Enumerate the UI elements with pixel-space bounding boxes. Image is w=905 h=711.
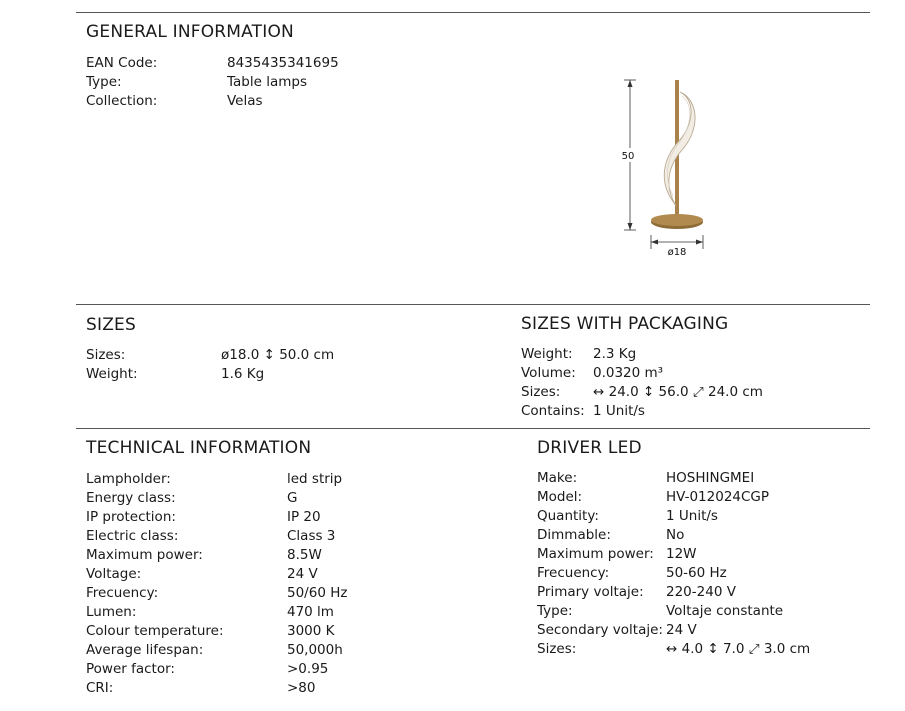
technical-row-label: Frecuency: <box>86 585 159 601</box>
ean-label: EAN Code: <box>86 55 158 71</box>
technical-row <box>86 508 347 527</box>
weight-value: 1.6 Kg <box>221 366 265 382</box>
packaging-weight-value: 2.3 Kg <box>593 346 637 362</box>
driver-row-label: Make: <box>537 470 578 486</box>
driver-row <box>537 621 810 640</box>
technical-row-value: >0.95 <box>287 661 329 677</box>
technical-row <box>86 641 347 660</box>
technical-row-label: CRI: <box>86 680 114 696</box>
technical-row <box>86 603 347 622</box>
technical-row-value: IP 20 <box>287 509 321 525</box>
info-row-ean <box>86 54 339 73</box>
general-information-list <box>86 54 339 111</box>
driver-row-value: 220-240 V <box>666 584 736 600</box>
technical-row-value: Class 3 <box>287 528 336 544</box>
technical-row-label: Voltage: <box>86 566 142 582</box>
driver-row <box>537 640 810 659</box>
packaging-contains-value: 1 Unit/s <box>593 403 645 419</box>
divider-technical <box>76 428 870 429</box>
technical-row <box>86 679 347 698</box>
technical-row <box>86 546 347 565</box>
driver-row-label: Primary voltaje: <box>537 584 644 600</box>
ean-value: 8435435341695 <box>227 55 339 71</box>
sizes-title: SIZES <box>86 315 136 335</box>
collection-label: Collection: <box>86 93 158 109</box>
type-label: Type: <box>86 74 122 90</box>
driver-row <box>537 564 810 583</box>
divider-sizes <box>76 304 870 305</box>
packaging-contains-row <box>521 402 763 421</box>
technical-information-list <box>86 470 347 698</box>
lamp-dimension-drawing <box>610 70 720 260</box>
driver-row <box>537 507 810 526</box>
technical-row <box>86 584 347 603</box>
packaging-sizes-label: Sizes: <box>521 384 561 400</box>
technical-row-label: Lampholder: <box>86 471 171 487</box>
technical-row-label: Colour temperature: <box>86 623 224 639</box>
info-row-collection <box>86 92 339 111</box>
weight-row <box>86 365 334 384</box>
divider-top <box>76 12 870 13</box>
info-row-type <box>86 73 339 92</box>
driver-row-value: 12W <box>666 546 697 562</box>
driver-row-value: HOSHINGMEI <box>666 470 755 486</box>
packaging-volume-label: Volume: <box>521 365 576 381</box>
technical-row <box>86 565 347 584</box>
driver-led-list <box>537 469 810 659</box>
technical-row-value: 50,000h <box>287 642 343 658</box>
packaging-volume-value: 0.0320 m³ <box>593 365 664 381</box>
packaging-weight-row <box>521 345 763 364</box>
technical-row-value: 470 lm <box>287 604 334 620</box>
type-value: Table lamps <box>227 74 307 90</box>
packaging-weight-label: Weight: <box>521 346 573 362</box>
driver-row-label: Secondary voltaje: <box>537 622 663 638</box>
technical-row-value: 8.5W <box>287 547 322 563</box>
driver-row <box>537 583 810 602</box>
packaging-title: SIZES WITH PACKAGING <box>521 314 729 334</box>
packaging-contains-label: Contains: <box>521 403 585 419</box>
driver-row-value: ↔ 4.0 ↕ 7.0 ⤢ 3.0 cm <box>666 641 811 657</box>
packaging-list <box>521 345 763 421</box>
technical-row-value: 3000 K <box>287 623 335 639</box>
packaging-sizes-row <box>521 383 763 402</box>
driver-row-value: Voltaje constante <box>666 603 784 619</box>
technical-row-label: Power factor: <box>86 661 175 677</box>
weight-label: Weight: <box>86 366 138 382</box>
packaging-sizes-value: ↔ 24.0 ↕ 56.0 ⤢ 24.0 cm <box>593 384 763 400</box>
technical-information-title: TECHNICAL INFORMATION <box>86 438 312 458</box>
sizes-row <box>86 346 334 365</box>
driver-row-label: Type: <box>537 603 573 619</box>
driver-row-label: Frecuency: <box>537 565 610 581</box>
driver-row-label: Quantity: <box>537 508 599 524</box>
driver-row <box>537 526 810 545</box>
general-information-title: GENERAL INFORMATION <box>86 22 294 42</box>
technical-row <box>86 622 347 641</box>
technical-row <box>86 527 347 546</box>
technical-row <box>86 660 347 679</box>
driver-row-label: Model: <box>537 489 583 505</box>
sizes-label: Sizes: <box>86 347 126 363</box>
driver-row <box>537 545 810 564</box>
technical-row-label: Energy class: <box>86 490 176 506</box>
driver-row <box>537 602 810 621</box>
technical-row-value: 24 V <box>287 566 318 582</box>
lamp-drawing-svg <box>610 70 720 260</box>
technical-row <box>86 470 347 489</box>
technical-row-label: Lumen: <box>86 604 137 620</box>
driver-row-value: No <box>666 527 685 543</box>
collection-value: Velas <box>227 93 263 109</box>
driver-row-label: Sizes: <box>537 641 577 657</box>
technical-row-label: Average lifespan: <box>86 642 204 658</box>
driver-row <box>537 469 810 488</box>
driver-row-value: 24 V <box>666 622 697 638</box>
technical-row-label: Electric class: <box>86 528 179 544</box>
technical-row-value: G <box>287 490 298 506</box>
diameter-label: ø18 <box>667 247 687 258</box>
driver-row <box>537 488 810 507</box>
technical-row-value: >80 <box>287 680 316 696</box>
driver-row-value: HV-012024CGP <box>666 489 770 505</box>
driver-row-value: 1 Unit/s <box>666 508 718 524</box>
technical-row-label: Maximum power: <box>86 547 203 563</box>
technical-row-label: IP protection: <box>86 509 176 525</box>
driver-row-value: 50-60 Hz <box>666 565 727 581</box>
sizes-value: ø18.0 ↕ 50.0 cm <box>221 347 335 363</box>
sizes-list <box>86 346 334 384</box>
technical-row <box>86 489 347 508</box>
technical-row-value: led strip <box>287 471 343 487</box>
height-label: 50 <box>621 151 635 162</box>
packaging-volume-row <box>521 364 763 383</box>
driver-row-label: Dimmable: <box>537 527 611 543</box>
driver-row-label: Maximum power: <box>537 546 654 562</box>
driver-led-title: DRIVER LED <box>537 438 642 458</box>
technical-row-value: 50/60 Hz <box>287 585 348 601</box>
